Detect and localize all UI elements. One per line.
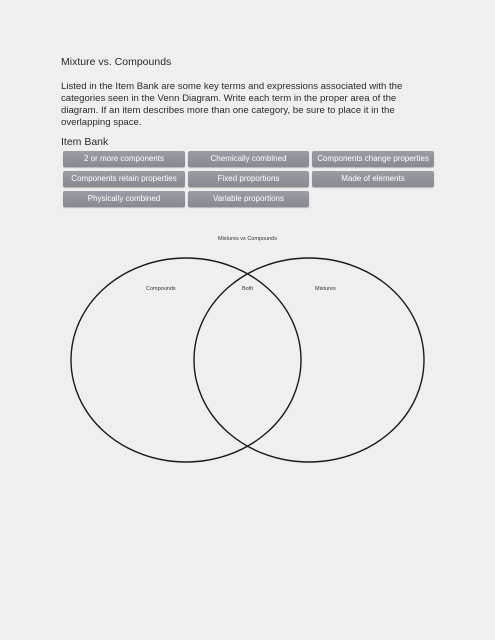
venn-circle-compounds[interactable] — [71, 258, 301, 462]
venn-label-both: Both — [242, 286, 254, 292]
item-chip-made-of-elements[interactable]: Made of elements — [312, 171, 434, 187]
item-bank-label: Item Bank — [61, 136, 109, 148]
instructions-text: Listed in the Item Bank are some key terms and expressions associated with the categories seen in the Venn Diagram. Write each term in the proper area of the diagram. If an item describes more than one category, be sure to place it in the overlapping space. — [61, 81, 403, 128]
venn-label-mixtures: Mixtures — [315, 286, 336, 292]
venn-circle-mixtures[interactable] — [194, 258, 424, 462]
item-chip-variable-proportions[interactable]: Variable proportions — [188, 191, 309, 207]
venn-title: Mixtures vs Compounds — [218, 236, 277, 242]
item-chip-physically-combined[interactable]: Physically combined — [63, 191, 185, 207]
item-chip-2-or-more-components[interactable]: 2 or more components — [63, 151, 185, 167]
item-chip-components-retain-properties[interactable]: Components retain properties — [63, 171, 185, 187]
venn-label-compounds: Compounds — [146, 286, 176, 292]
item-chip-chemically-combined[interactable]: Chemically combined — [188, 151, 309, 167]
page-title: Mixture vs. Compounds — [61, 56, 172, 68]
item-chip-components-change-properties[interactable]: Components change properties — [312, 151, 434, 167]
item-chip-fixed-proportions[interactable]: Fixed proportions — [188, 171, 309, 187]
